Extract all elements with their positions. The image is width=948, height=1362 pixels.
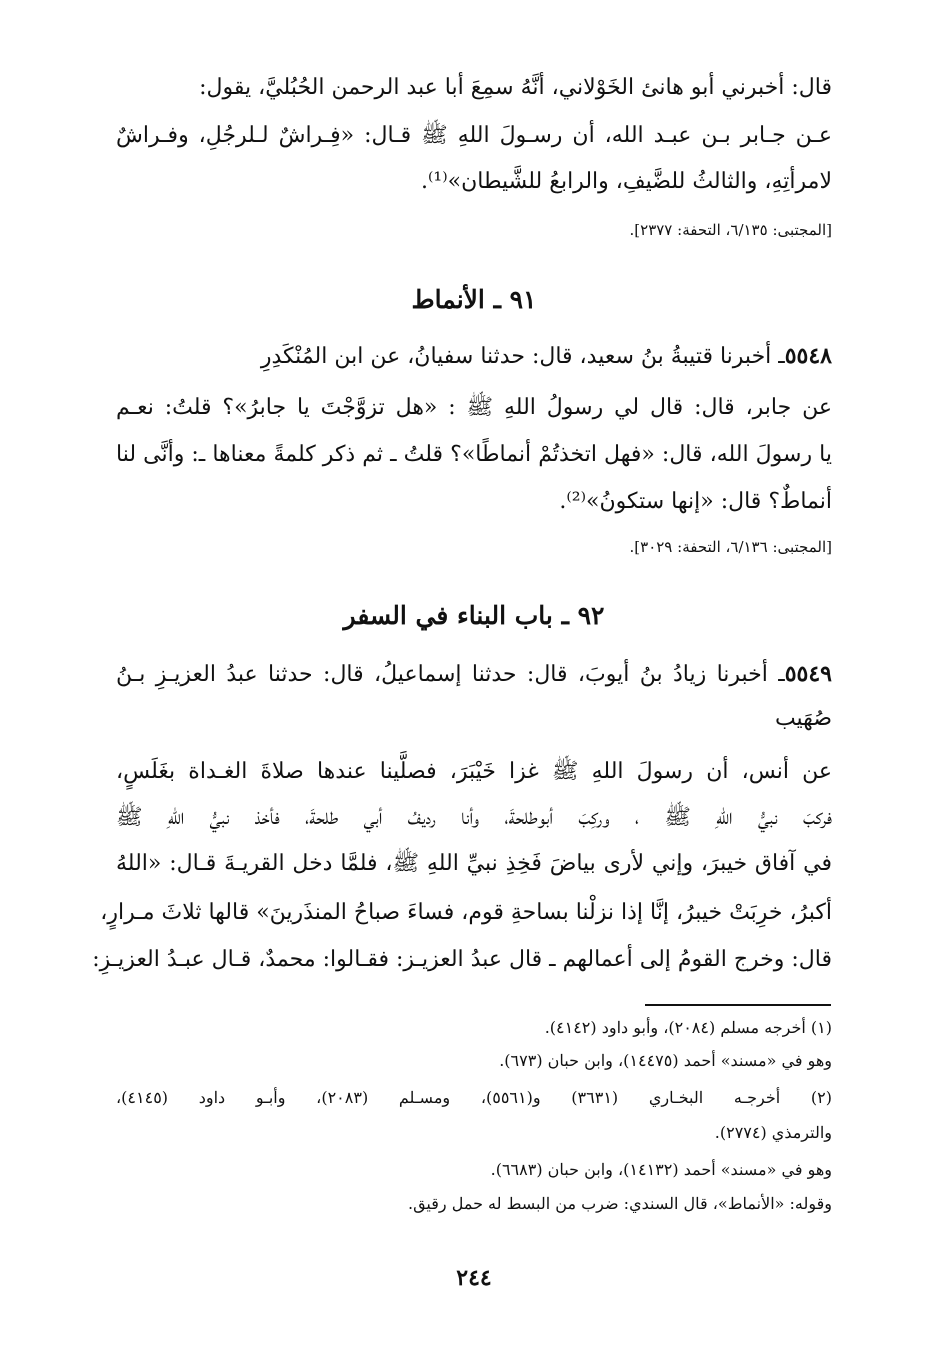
footnote-line: وقوله: «الأنماط»، قال السندي: ضرب من البسط له حمل رقيق. [407,1194,832,1213]
text-line: فركبَ نبيُّ اللهِ ﷺ ، وركِبَ أبوطلحةَ، وأنا رديفُ أبي طلحةَ، فأخذ نبيُّ اللهِ ﷺ [116,805,832,830]
text-line: صُهَيب [774,706,832,731]
footnote-line: وهو في «مسند» أحمد (١٤٤٧٥)، وابن حبان (٦٧٣). [499,1051,832,1070]
hadith-isnad-line [116,652,832,697]
text-line: قال: أخبرني أبو هانئ الخَوْلاني، أنَّهُ سمِعَ أبا عبد الرحمن الحُبُليَّ، يقول: [199,75,832,100]
text-line: عن أنس، أن رسولَ اللهِ ﷺ غزا خَيْبَرَ، فصلَّينا عندها صلاةَ الغـداة بغَلَسٍ، [116,759,832,784]
text-line: عن جابر، قال: قال لي رسولُ اللهِ ﷺ : «هل تزوَّجْتَ يا جابرُ»؟ قلتُ: نعـم [116,395,832,420]
text-line: قال: وخرج القومُ إلى أعمالهم ـ قال عبدُ العزيـز: فقـالوا: محمدٌ، قـال عبـدُ العزيـزِ: [92,947,832,972]
footnote-line: (٢) أخرجـه البخـاري (٣٦٣١) و(٥٥٦١)، ومسـلم (٢٠٨٣)، وأبـو داود (٤١٤٥)، [116,1088,833,1107]
hadith-number: ٥٥٤٩ [784,661,832,687]
footnote-line: وهو في «مسند» أحمد (١٤١٣٢)، وابن حبان (٦٦٨٣). [490,1160,832,1179]
text-line: أنماطٌ؟ قال: «إنها ستكونُ»⁽²⁾. [559,489,832,514]
text-line: لامرأتِهِ، والثالثُ للضَّيفِ، والرابعُ للشَّيطان»⁽¹⁾. [420,169,832,194]
text-line: عـن جـابر بـن عبـد الله، أن رسـولَ اللهِ ﷺ قـال: «فِـراشٌ لـلرجُلِ، وفـراشٌ [116,123,832,148]
hadith-isnad-text: ـ أخبرنا قتيبةُ بنُ سعيد، قال: حدثنا سفيانُ، عن ابن المُنْكَدِرِ [260,344,785,369]
page-number: ٢٤٤ [456,1265,492,1291]
hadith-isnad-line [116,334,832,379]
source-reference: [المجتبى: ٦/١٣٦، التحفة: ٣٠٢٩]. [629,538,832,556]
section-heading: ٩١ ـ الأنماط [411,285,537,314]
hadith-isnad-text: ـ أخبرنا زيادُ بنُ أيوبَ، قال: حدثنا إسماعيلُ، قال: حدثنا عبدُ العزيـزِ بـنُ [116,662,785,687]
text-line: في آفاق خيبرَ، وإني لأرى بياضَ فَخِذِ نبيِّ اللهِ ﷺ، فلمَّا دخل القريـةَ قـال: «اللهُ [116,851,832,876]
footnote-line: (١) أخرجه مسلم (٢٠٨٤)، وأبو داود (٤١٤٢). [544,1018,832,1037]
section-heading: ٩٢ ـ باب البناء في السفر [343,601,605,630]
footnote-separator [645,1004,831,1006]
source-reference: [المجتبى: ٦/١٣٥، التحفة: ٢٣٧٧]. [629,221,832,239]
footnote-line: والترمذي (٢٧٧٤). [714,1123,832,1142]
text-line: يا رسولَ الله، قال: «فهل اتخذتُمْ أنماطًا»؟ قلتُ ـ ثم ذكر كلمةً معناها ـ: وأنَّى لنا [116,442,832,467]
hadith-number: ٥٥٤٨ [784,343,832,369]
text-line: أكبرُ، خرِبَتْ خيبرُ، إنَّا إذا نزلْنا بساحةِ قوم، فساءَ صباحُ المنذَرينَ» قالها ثلاثَ مـرارٍ، [100,900,832,925]
